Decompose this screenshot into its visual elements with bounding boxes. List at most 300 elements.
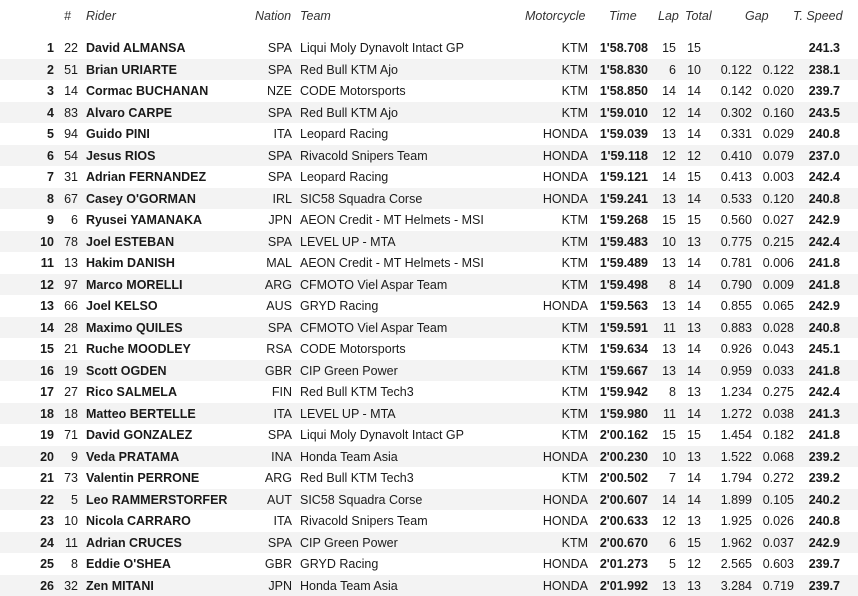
- rider-name-cell: Matteo BERTELLE: [86, 407, 196, 421]
- rider-number-cell: 67: [56, 192, 78, 206]
- lap-time-cell: 1'59.483: [593, 235, 648, 249]
- rider-number-cell: 10: [56, 514, 78, 528]
- lap-time-cell: 2'01.992: [593, 579, 648, 593]
- nation-cell: SPA: [244, 149, 292, 163]
- best-lap-cell: 8: [654, 278, 676, 292]
- rider-number-cell: 13: [56, 256, 78, 270]
- total-laps-cell: 12: [681, 149, 701, 163]
- rider-name-cell: Veda PRATAMA: [86, 450, 179, 464]
- total-laps-cell: 13: [681, 450, 701, 464]
- gap-previous-cell: 0.065: [755, 299, 794, 313]
- total-laps-cell: 15: [681, 536, 701, 550]
- gap-previous-cell: 0.033: [755, 364, 794, 378]
- gap-previous-cell: 0.029: [755, 127, 794, 141]
- rider-number-cell: 83: [56, 106, 78, 120]
- position-cell: 23: [30, 514, 54, 528]
- gap-previous-cell: 0.009: [755, 278, 794, 292]
- top-speed-cell: 240.8: [797, 514, 840, 528]
- rider-number-cell: 71: [56, 428, 78, 442]
- top-speed-cell: 241.8: [797, 364, 840, 378]
- lap-time-cell: 1'59.591: [593, 321, 648, 335]
- lap-time-cell: 1'59.039: [593, 127, 648, 141]
- total-laps-cell: 14: [681, 364, 701, 378]
- position-cell: 4: [30, 106, 54, 120]
- position-cell: 17: [30, 385, 54, 399]
- team-cell: Rivacold Snipers Team: [300, 149, 428, 163]
- rider-name-cell: Adrian FERNANDEZ: [86, 170, 206, 184]
- top-speed-cell: 240.2: [797, 493, 840, 507]
- top-speed-cell: 241.8: [797, 256, 840, 270]
- gap-first-cell: 0.775: [712, 235, 752, 249]
- total-laps-cell: 14: [681, 471, 701, 485]
- motorcycle-cell: HONDA: [500, 192, 588, 206]
- motorcycle-cell: KTM: [500, 41, 588, 55]
- team-cell: CIP Green Power: [300, 364, 398, 378]
- position-cell: 19: [30, 428, 54, 442]
- best-lap-cell: 15: [654, 41, 676, 55]
- best-lap-cell: 10: [654, 450, 676, 464]
- rider-name-cell: Jesus RIOS: [86, 149, 155, 163]
- rider-number-cell: 51: [56, 63, 78, 77]
- gap-first-cell: 1.272: [712, 407, 752, 421]
- gap-first-cell: 1.234: [712, 385, 752, 399]
- lap-time-cell: 2'01.273: [593, 557, 648, 571]
- table-row: [0, 166, 858, 188]
- position-cell: 1: [30, 41, 54, 55]
- motorcycle-cell: HONDA: [500, 127, 588, 141]
- team-cell: Honda Team Asia: [300, 450, 398, 464]
- gap-previous-cell: 0.038: [755, 407, 794, 421]
- table-row: [0, 80, 858, 102]
- position-cell: 6: [30, 149, 54, 163]
- table-row: [0, 37, 858, 59]
- lap-time-cell: 1'58.830: [593, 63, 648, 77]
- motorcycle-cell: KTM: [500, 278, 588, 292]
- table-row: [0, 123, 858, 145]
- table-row: [0, 209, 858, 231]
- top-speed-cell: 242.9: [797, 299, 840, 313]
- header-team: Team: [300, 9, 331, 23]
- best-lap-cell: 14: [654, 170, 676, 184]
- gap-previous-cell: 0.272: [755, 471, 794, 485]
- nation-cell: FIN: [244, 385, 292, 399]
- nation-cell: ARG: [244, 278, 292, 292]
- top-speed-cell: 240.8: [797, 321, 840, 335]
- gap-first-cell: 0.790: [712, 278, 752, 292]
- motorcycle-cell: KTM: [500, 256, 588, 270]
- motorcycle-cell: HONDA: [500, 450, 588, 464]
- table-row: [0, 252, 858, 274]
- gap-previous-cell: 0.026: [755, 514, 794, 528]
- total-laps-cell: 14: [681, 493, 701, 507]
- motorcycle-cell: KTM: [500, 385, 588, 399]
- lap-time-cell: 1'59.268: [593, 213, 648, 227]
- gap-previous-cell: 0.006: [755, 256, 794, 270]
- header-gap: Gap: [745, 9, 769, 23]
- lap-time-cell: 1'59.667: [593, 364, 648, 378]
- motorcycle-cell: HONDA: [500, 557, 588, 571]
- best-lap-cell: 6: [654, 63, 676, 77]
- gap-previous-cell: 0.719: [755, 579, 794, 593]
- position-cell: 20: [30, 450, 54, 464]
- position-cell: 14: [30, 321, 54, 335]
- best-lap-cell: 10: [654, 235, 676, 249]
- rider-number-cell: 97: [56, 278, 78, 292]
- header-total: Total: [685, 9, 712, 23]
- header-time: Time: [609, 9, 637, 23]
- lap-time-cell: 2'00.607: [593, 493, 648, 507]
- lap-time-cell: 1'59.010: [593, 106, 648, 120]
- team-cell: AEON Credit - MT Helmets - MSI: [300, 213, 484, 227]
- best-lap-cell: 14: [654, 493, 676, 507]
- total-laps-cell: 14: [681, 192, 701, 206]
- header-rider: Rider: [86, 9, 116, 23]
- table-row: [0, 338, 858, 360]
- gap-previous-cell: 0.003: [755, 170, 794, 184]
- gap-previous-cell: 0.105: [755, 493, 794, 507]
- best-lap-cell: 12: [654, 149, 676, 163]
- total-laps-cell: 15: [681, 213, 701, 227]
- motorcycle-cell: KTM: [500, 428, 588, 442]
- team-cell: CODE Motorsports: [300, 84, 406, 98]
- rider-name-cell: Guido PINI: [86, 127, 150, 141]
- gap-previous-cell: 0.079: [755, 149, 794, 163]
- total-laps-cell: 15: [681, 41, 701, 55]
- rider-name-cell: Maximo QUILES: [86, 321, 183, 335]
- best-lap-cell: 15: [654, 213, 676, 227]
- total-laps-cell: 14: [681, 84, 701, 98]
- total-laps-cell: 14: [681, 407, 701, 421]
- rider-name-cell: Zen MITANI: [86, 579, 154, 593]
- gap-first-cell: 0.855: [712, 299, 752, 313]
- gap-previous-cell: 0.020: [755, 84, 794, 98]
- top-speed-cell: 237.0: [797, 149, 840, 163]
- rider-number-cell: 31: [56, 170, 78, 184]
- rider-name-cell: Marco MORELLI: [86, 278, 183, 292]
- rider-name-cell: Brian URIARTE: [86, 63, 177, 77]
- nation-cell: ITA: [244, 127, 292, 141]
- nation-cell: SPA: [244, 235, 292, 249]
- rider-number-cell: 21: [56, 342, 78, 356]
- lap-time-cell: 1'58.708: [593, 41, 648, 55]
- position-cell: 10: [30, 235, 54, 249]
- rider-number-cell: 32: [56, 579, 78, 593]
- rider-name-cell: Adrian CRUCES: [86, 536, 182, 550]
- nation-cell: SPA: [244, 63, 292, 77]
- team-cell: CODE Motorsports: [300, 342, 406, 356]
- nation-cell: SPA: [244, 428, 292, 442]
- team-cell: Leopard Racing: [300, 170, 388, 184]
- position-cell: 9: [30, 213, 54, 227]
- best-lap-cell: 5: [654, 557, 676, 571]
- best-lap-cell: 11: [654, 321, 676, 335]
- gap-first-cell: 1.794: [712, 471, 752, 485]
- gap-first-cell: 0.122: [712, 63, 752, 77]
- motorcycle-cell: HONDA: [500, 299, 588, 313]
- table-row: [0, 510, 858, 532]
- rider-number-cell: 27: [56, 385, 78, 399]
- best-lap-cell: 13: [654, 364, 676, 378]
- position-cell: 26: [30, 579, 54, 593]
- nation-cell: SPA: [244, 170, 292, 184]
- motorcycle-cell: HONDA: [500, 170, 588, 184]
- header-number: #: [64, 9, 71, 23]
- team-cell: Liqui Moly Dynavolt Intact GP: [300, 428, 464, 442]
- total-laps-cell: 13: [681, 235, 701, 249]
- top-speed-cell: 241.8: [797, 278, 840, 292]
- gap-first-cell: 0.533: [712, 192, 752, 206]
- total-laps-cell: 14: [681, 106, 701, 120]
- gap-first-cell: 0.883: [712, 321, 752, 335]
- rider-name-cell: Hakim DANISH: [86, 256, 175, 270]
- lap-time-cell: 2'00.162: [593, 428, 648, 442]
- nation-cell: INA: [244, 450, 292, 464]
- top-speed-cell: 239.7: [797, 84, 840, 98]
- gap-first-cell: 0.959: [712, 364, 752, 378]
- table-row: [0, 424, 858, 446]
- best-lap-cell: 13: [654, 299, 676, 313]
- rider-number-cell: 54: [56, 149, 78, 163]
- rider-number-cell: 22: [56, 41, 78, 55]
- position-cell: 16: [30, 364, 54, 378]
- motorcycle-cell: KTM: [500, 213, 588, 227]
- gap-first-cell: 1.962: [712, 536, 752, 550]
- rider-name-cell: Rico SALMELA: [86, 385, 177, 399]
- nation-cell: GBR: [244, 557, 292, 571]
- rider-name-cell: Ryusei YAMANAKA: [86, 213, 202, 227]
- gap-previous-cell: 0.027: [755, 213, 794, 227]
- total-laps-cell: 13: [681, 321, 701, 335]
- motorcycle-cell: KTM: [500, 342, 588, 356]
- motorcycle-cell: HONDA: [500, 514, 588, 528]
- gap-first-cell: 0.926: [712, 342, 752, 356]
- gap-previous-cell: 0.068: [755, 450, 794, 464]
- position-cell: 15: [30, 342, 54, 356]
- lap-time-cell: 1'59.489: [593, 256, 648, 270]
- table-row: [0, 317, 858, 339]
- lap-time-cell: 2'00.230: [593, 450, 648, 464]
- rider-name-cell: Leo RAMMERSTORFER: [86, 493, 227, 507]
- gap-first-cell: 0.413: [712, 170, 752, 184]
- top-speed-cell: 243.5: [797, 106, 840, 120]
- table-row: [0, 102, 858, 124]
- motorcycle-cell: KTM: [500, 235, 588, 249]
- table-row: [0, 145, 858, 167]
- gap-first-cell: 0.410: [712, 149, 752, 163]
- team-cell: Liqui Moly Dynavolt Intact GP: [300, 41, 464, 55]
- team-cell: Red Bull KTM Ajo: [300, 106, 398, 120]
- top-speed-cell: 239.7: [797, 557, 840, 571]
- rider-name-cell: Ruche MOODLEY: [86, 342, 191, 356]
- top-speed-cell: 241.3: [797, 407, 840, 421]
- position-cell: 18: [30, 407, 54, 421]
- motorcycle-cell: HONDA: [500, 579, 588, 593]
- gap-previous-cell: 0.122: [755, 63, 794, 77]
- nation-cell: AUS: [244, 299, 292, 313]
- rider-number-cell: 94: [56, 127, 78, 141]
- rider-name-cell: David GONZALEZ: [86, 428, 192, 442]
- motorcycle-cell: HONDA: [500, 149, 588, 163]
- gap-first-cell: 0.302: [712, 106, 752, 120]
- gap-previous-cell: 0.275: [755, 385, 794, 399]
- table-row: [0, 360, 858, 382]
- header-top-speed: T. Speed: [793, 9, 843, 23]
- gap-first-cell: 0.560: [712, 213, 752, 227]
- rider-name-cell: Nicola CARRARO: [86, 514, 191, 528]
- rider-number-cell: 11: [56, 536, 78, 550]
- top-speed-cell: 241.3: [797, 41, 840, 55]
- lap-time-cell: 1'59.241: [593, 192, 648, 206]
- rider-number-cell: 19: [56, 364, 78, 378]
- rider-number-cell: 9: [56, 450, 78, 464]
- table-row: [0, 467, 858, 489]
- total-laps-cell: 14: [681, 256, 701, 270]
- total-laps-cell: 13: [681, 385, 701, 399]
- rider-number-cell: 28: [56, 321, 78, 335]
- team-cell: CFMOTO Viel Aspar Team: [300, 278, 447, 292]
- top-speed-cell: 242.4: [797, 385, 840, 399]
- gap-previous-cell: 0.215: [755, 235, 794, 249]
- top-speed-cell: 242.9: [797, 536, 840, 550]
- team-cell: CFMOTO Viel Aspar Team: [300, 321, 447, 335]
- rider-number-cell: 5: [56, 493, 78, 507]
- rider-name-cell: Valentin PERRONE: [86, 471, 199, 485]
- rider-name-cell: Joel KELSO: [86, 299, 158, 313]
- table-row: [0, 295, 858, 317]
- lap-time-cell: 2'00.670: [593, 536, 648, 550]
- gap-first-cell: 2.565: [712, 557, 752, 571]
- rider-number-cell: 14: [56, 84, 78, 98]
- position-cell: 22: [30, 493, 54, 507]
- top-speed-cell: 239.2: [797, 471, 840, 485]
- nation-cell: RSA: [244, 342, 292, 356]
- top-speed-cell: 242.4: [797, 235, 840, 249]
- total-laps-cell: 10: [681, 63, 701, 77]
- header-motorcycle: Motorcycle: [525, 9, 585, 23]
- nation-cell: MAL: [244, 256, 292, 270]
- team-cell: GRYD Racing: [300, 299, 378, 313]
- motorcycle-cell: KTM: [500, 63, 588, 77]
- position-cell: 5: [30, 127, 54, 141]
- best-lap-cell: 7: [654, 471, 676, 485]
- lap-time-cell: 2'00.502: [593, 471, 648, 485]
- nation-cell: ITA: [244, 407, 292, 421]
- motorcycle-cell: KTM: [500, 364, 588, 378]
- total-laps-cell: 14: [681, 299, 701, 313]
- rider-number-cell: 66: [56, 299, 78, 313]
- nation-cell: SPA: [244, 106, 292, 120]
- gap-first-cell: 1.454: [712, 428, 752, 442]
- nation-cell: SPA: [244, 41, 292, 55]
- table-row: [0, 231, 858, 253]
- best-lap-cell: 8: [654, 385, 676, 399]
- total-laps-cell: 14: [681, 127, 701, 141]
- rider-name-cell: Scott OGDEN: [86, 364, 167, 378]
- team-cell: SIC58 Squadra Corse: [300, 192, 422, 206]
- table-row: [0, 489, 858, 511]
- nation-cell: SPA: [244, 536, 292, 550]
- gap-first-cell: 1.522: [712, 450, 752, 464]
- nation-cell: NZE: [244, 84, 292, 98]
- rider-name-cell: Eddie O'SHEA: [86, 557, 171, 571]
- best-lap-cell: 13: [654, 256, 676, 270]
- total-laps-cell: 14: [681, 342, 701, 356]
- position-cell: 2: [30, 63, 54, 77]
- best-lap-cell: 11: [654, 407, 676, 421]
- team-cell: Leopard Racing: [300, 127, 388, 141]
- results-table: [0, 37, 858, 596]
- top-speed-cell: 241.8: [797, 428, 840, 442]
- position-cell: 7: [30, 170, 54, 184]
- motorcycle-cell: KTM: [500, 106, 588, 120]
- gap-previous-cell: 0.160: [755, 106, 794, 120]
- team-cell: Rivacold Snipers Team: [300, 514, 428, 528]
- nation-cell: SPA: [244, 321, 292, 335]
- gap-first-cell: 0.142: [712, 84, 752, 98]
- lap-time-cell: 1'59.980: [593, 407, 648, 421]
- top-speed-cell: 239.7: [797, 579, 840, 593]
- rider-number-cell: 78: [56, 235, 78, 249]
- rider-name-cell: Cormac BUCHANAN: [86, 84, 208, 98]
- rider-name-cell: David ALMANSA: [86, 41, 186, 55]
- motorcycle-cell: KTM: [500, 407, 588, 421]
- team-cell: GRYD Racing: [300, 557, 378, 571]
- rider-name-cell: Casey O'GORMAN: [86, 192, 196, 206]
- total-laps-cell: 13: [681, 579, 701, 593]
- rider-number-cell: 6: [56, 213, 78, 227]
- position-cell: 12: [30, 278, 54, 292]
- position-cell: 8: [30, 192, 54, 206]
- best-lap-cell: 14: [654, 84, 676, 98]
- lap-time-cell: 1'59.498: [593, 278, 648, 292]
- rider-number-cell: 8: [56, 557, 78, 571]
- rider-number-cell: 73: [56, 471, 78, 485]
- table-row: [0, 403, 858, 425]
- best-lap-cell: 13: [654, 342, 676, 356]
- motorcycle-cell: KTM: [500, 321, 588, 335]
- team-cell: CIP Green Power: [300, 536, 398, 550]
- position-cell: 25: [30, 557, 54, 571]
- top-speed-cell: 245.1: [797, 342, 840, 356]
- total-laps-cell: 13: [681, 514, 701, 528]
- top-speed-cell: 238.1: [797, 63, 840, 77]
- gap-previous-cell: 0.028: [755, 321, 794, 335]
- position-cell: 21: [30, 471, 54, 485]
- rider-number-cell: 18: [56, 407, 78, 421]
- best-lap-cell: 13: [654, 127, 676, 141]
- table-row: [0, 188, 858, 210]
- team-cell: Red Bull KTM Ajo: [300, 63, 398, 77]
- gap-previous-cell: 0.037: [755, 536, 794, 550]
- position-cell: 13: [30, 299, 54, 313]
- team-cell: Honda Team Asia: [300, 579, 398, 593]
- lap-time-cell: 1'59.118: [593, 149, 648, 163]
- table-row: [0, 274, 858, 296]
- top-speed-cell: 242.9: [797, 213, 840, 227]
- best-lap-cell: 13: [654, 192, 676, 206]
- position-cell: 3: [30, 84, 54, 98]
- team-cell: AEON Credit - MT Helmets - MSI: [300, 256, 484, 270]
- top-speed-cell: 239.2: [797, 450, 840, 464]
- top-speed-cell: 242.4: [797, 170, 840, 184]
- motorcycle-cell: KTM: [500, 536, 588, 550]
- gap-previous-cell: 0.182: [755, 428, 794, 442]
- total-laps-cell: 15: [681, 170, 701, 184]
- gap-first-cell: 1.925: [712, 514, 752, 528]
- best-lap-cell: 6: [654, 536, 676, 550]
- table-row: [0, 446, 858, 468]
- total-laps-cell: 14: [681, 278, 701, 292]
